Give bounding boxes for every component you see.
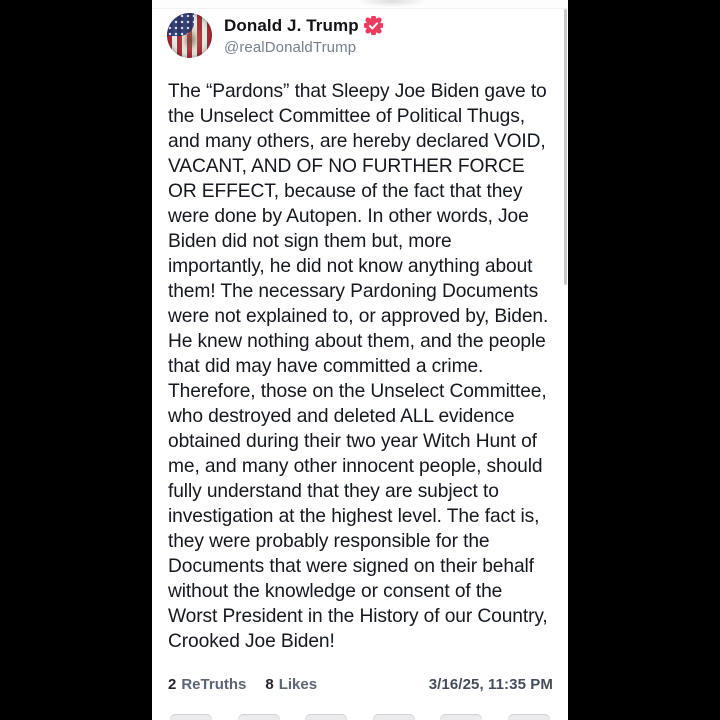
like-button[interactable] — [305, 714, 347, 720]
retruths-stat[interactable] — [168, 676, 246, 693]
likes-count: 8 — [265, 676, 274, 693]
retruths-label: ReTruths — [181, 676, 247, 693]
share-button[interactable] — [373, 714, 415, 720]
post-body-text: The “Pardons” that Sleepy Joe Biden gave to the Unselect Committee of Political Thugs, and many others, are hereby declared VOID, VACANT, AND OF NO FURTHER FORCE OR EFFECT, because of the fact that they were done by Autopen. In other words, Joe Biden did not sign them but, more importantly, he did not know anything about them! The necessary Pardoning Documents were not explained to, or approved by, Biden. He knew nothing about them, and the people that did may have committed a crime. Therefore, those on the Unselect Committee, who destroyed and deleted ALL evidence obtained during their two year Witch Hunt of me, and many other innocent people, should fully understand that they are subject to investigation at the highest level. The fact is, they were probably responsible for the Documents that were signed on their behalf without the knowledge or consent of the Worst President in the History of our Country, Crooked Joe Biden! — [168, 81, 554, 652]
avatar[interactable] — [167, 13, 212, 58]
reply-button[interactable] — [170, 714, 212, 720]
more-button[interactable] — [508, 714, 550, 720]
post-timestamp[interactable]: 3/16/25, 11:35 PM — [428, 676, 553, 693]
action-bar-cutoff — [170, 714, 550, 720]
author-identity — [224, 16, 383, 56]
verified-badge-icon — [364, 16, 383, 35]
post-card — [152, 0, 568, 720]
author-handle[interactable]: @realDonaldTrump — [224, 38, 357, 56]
retruths-count: 2 — [168, 676, 177, 693]
author-name[interactable]: Donald J. Trump — [224, 15, 359, 35]
bookmark-button[interactable] — [440, 714, 482, 720]
retruth-button[interactable] — [238, 714, 280, 720]
likes-stat[interactable] — [265, 676, 317, 693]
likes-label: Likes — [278, 676, 318, 693]
scrollbar-thumb[interactable] — [564, 9, 567, 285]
cutoff-content-above — [357, 0, 427, 7]
post-footer — [168, 676, 553, 693]
